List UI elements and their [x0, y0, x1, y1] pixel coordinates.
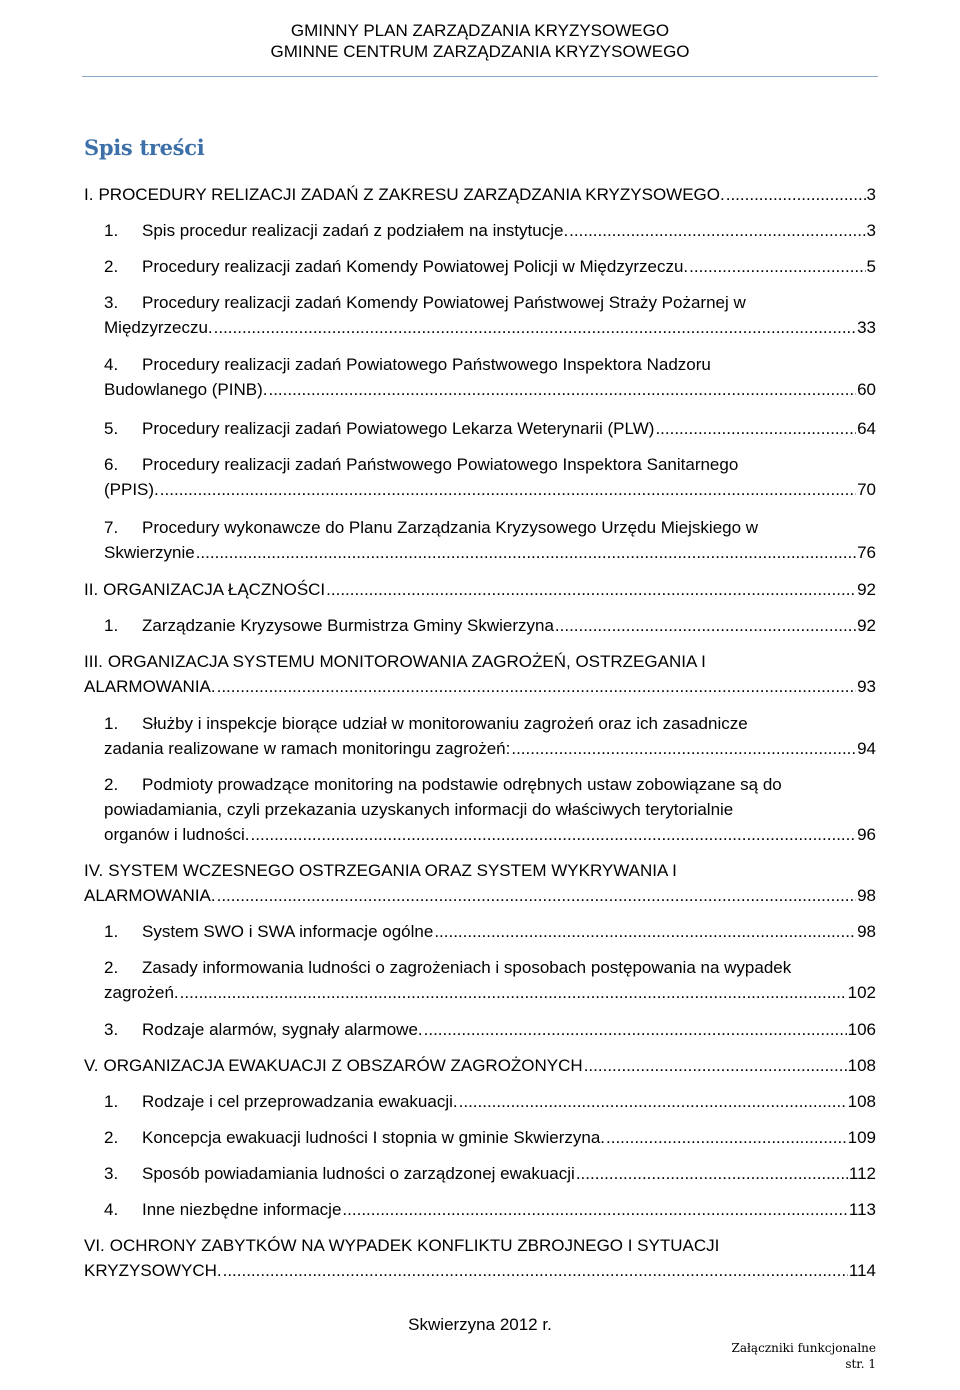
toc-page-number: 60	[857, 380, 876, 399]
toc-entry-text: Zarządzanie Kryzysowe Burmistrza Gminy Skwierzyna	[142, 616, 554, 635]
toc-page-number: 113	[848, 1200, 876, 1219]
toc-leader-dots	[251, 822, 857, 847]
toc-entry[interactable]	[84, 1089, 876, 1114]
toc-leader-dots	[434, 919, 856, 944]
footer-section-label: Załączniki funkcjonalne	[731, 1341, 876, 1355]
header-title-line1: GMINNY PLAN ZARZĄDZANIA KRYZYSOWEGO	[290, 21, 670, 40]
toc-page-number: 92	[857, 616, 876, 635]
toc-entry-number: V.	[84, 1056, 99, 1075]
toc-entry-text: Procedury realizacji zadań Komendy Powiatowej Państwowej Straży Pożarnej w	[142, 293, 746, 312]
toc-leader-dots	[576, 1161, 848, 1186]
toc-entry-text: ORGANIZACJA EWAKUACJI Z OBSZARÓW ZAGROŻONYCH	[103, 1056, 583, 1075]
toc-entry-number: 3.	[104, 1020, 119, 1039]
toc-leader-dots	[606, 1125, 847, 1150]
toc-entry-text: Inne niezbędne informacje	[142, 1200, 342, 1219]
toc-entry-number: 4.	[104, 355, 119, 374]
toc-page-number: 102	[847, 983, 876, 1002]
toc-entry-text: Procedury realizacji zadań Komendy Powiatowej Policji w Międzyrzeczu.	[142, 257, 689, 276]
toc-entry[interactable]	[84, 416, 876, 441]
toc-entry-text: Sposób powiadamiania ludności o zarządzonej ewakuacji	[142, 1164, 575, 1183]
toc-entry[interactable]	[84, 1233, 876, 1283]
toc-leader-dots	[569, 218, 865, 243]
toc-leader-dots	[459, 1089, 847, 1114]
toc-entry-number: 3.	[104, 293, 119, 312]
toc-entry[interactable]	[84, 711, 876, 761]
toc-page-number: 114	[848, 1261, 876, 1280]
toc-page-number: 64	[857, 419, 876, 438]
toc-entry-text: KRYZYSOWYCH.	[84, 1261, 222, 1280]
toc-entry-number: IV.	[84, 861, 104, 880]
toc-entry[interactable]	[84, 254, 876, 279]
toc-entry-number: 1.	[104, 616, 119, 635]
toc-page-number: 98	[857, 886, 876, 905]
toc-entry-text: Zasady informowania ludności o zagrożeniach i sposobach postępowania na wypadek	[142, 958, 792, 977]
toc-page-number: 3	[866, 221, 876, 240]
toc-entry-number: 1.	[104, 1092, 119, 1111]
toc-entry-text: System SWO i SWA informacje ogólne	[142, 922, 434, 941]
toc-entry-text: Procedury realizacji zadań Powiatowego Państwowego Inspektora Nadzoru	[142, 355, 711, 374]
toc-entry-text: ORGANIZACJA ŁĄCZNOŚCI	[103, 580, 326, 599]
toc-entry-text: ALARMOWANIA.	[84, 677, 216, 696]
toc-entry-text: Międzyrzeczu.	[104, 318, 213, 337]
toc-entry[interactable]	[84, 1053, 876, 1078]
toc-entry-number: 1.	[104, 714, 119, 733]
toc-entry-number: 3.	[104, 1164, 119, 1183]
toc-page-number: 108	[847, 1092, 876, 1111]
toc-leader-dots	[160, 477, 856, 502]
toc-entry-number: 2.	[104, 958, 119, 977]
toc-page-number: 5	[866, 257, 876, 276]
toc-entry[interactable]	[84, 772, 876, 847]
toc-entry-number: 7.	[104, 518, 119, 537]
toc-entry[interactable]	[84, 649, 876, 699]
toc-leader-dots	[217, 674, 856, 699]
toc-heading: Spis treści	[84, 135, 205, 160]
toc-leader-dots	[584, 1053, 847, 1078]
footer-page-info	[732, 1340, 876, 1372]
toc-page-number: 33	[857, 318, 876, 337]
toc-entry-text: ALARMOWANIA.	[84, 886, 216, 905]
toc-leader-dots	[180, 980, 847, 1005]
toc-entry-text: organów i ludności.	[104, 825, 250, 844]
toc-entry[interactable]	[84, 452, 876, 502]
toc-entry-text: SYSTEM WCZESNEGO OSTRZEGANIA ORAZ SYSTEM WYKRYWANIA I	[108, 861, 677, 880]
toc-entry-number: 5.	[104, 419, 119, 438]
toc-entry-number: 4.	[104, 1200, 119, 1219]
toc-entry-text: Budowlanego (PINB).	[104, 380, 268, 399]
toc-entry[interactable]	[84, 352, 876, 402]
toc-page-number: 98	[857, 922, 876, 941]
toc-page-number: 108	[847, 1056, 876, 1075]
toc-entry-text: Podmioty prowadzące monitoring na podstawie odrębnych ustaw zobowiązane są do	[142, 775, 782, 794]
toc-page-number: 76	[857, 543, 876, 562]
toc-entry[interactable]	[84, 955, 876, 1005]
toc-entry[interactable]	[84, 182, 876, 207]
toc-entry-number: II.	[84, 580, 99, 599]
toc-entry[interactable]	[84, 290, 876, 340]
header-divider	[82, 76, 878, 77]
toc-entry-text: Rodzaje alarmów, sygnały alarmowe.	[142, 1020, 423, 1039]
toc-entry-text: Procedury wykonawcze do Planu Zarządzania Kryzysowego Urzędu Miejskiego w	[142, 518, 759, 537]
toc-entry-text: Skwierzynie	[104, 543, 195, 562]
toc-entry-number: 1.	[104, 221, 119, 240]
toc-entry-number: 6.	[104, 455, 119, 474]
toc-entry-text: Procedury realizacji zadań Państwowego Powiatowego Inspektora Sanitarnego	[142, 455, 739, 474]
toc-entry-number: VI.	[84, 1236, 105, 1255]
toc-page-number: 96	[857, 825, 876, 844]
toc-entry-number: 2.	[104, 257, 119, 276]
toc-entry-number: 2.	[104, 775, 119, 794]
toc-leader-dots	[555, 613, 856, 638]
toc-leader-dots	[217, 883, 856, 908]
toc-leader-dots	[689, 254, 865, 279]
toc-entry[interactable]	[84, 218, 876, 243]
toc-entry-number: I.	[84, 185, 94, 204]
toc-entry-text: Spis procedur realizacji zadań z podziałem na instytucje.	[142, 221, 569, 240]
toc-leader-dots	[511, 736, 856, 761]
toc-leader-dots	[196, 540, 856, 565]
toc-page-number: 106	[847, 1020, 876, 1039]
toc-leader-dots	[214, 315, 856, 340]
toc-entry-number: 2.	[104, 1128, 119, 1147]
toc-entry[interactable]	[84, 515, 876, 565]
toc-page-number: 92	[857, 580, 876, 599]
toc-entry-text: powiadamiania, czyli przekazania uzyskanych informacji do właściwych terytorialnie	[104, 800, 734, 819]
toc-entry-text: zagrożeń.	[104, 983, 179, 1002]
toc-entry-text: zadania realizowane w ramach monitoringu zagrożeń:	[104, 739, 511, 758]
toc-entry-text: ORGANIZACJA SYSTEMU MONITOROWANIA ZAGROŻEŃ, OSTRZEGANIA I	[107, 652, 706, 671]
toc-entry[interactable]	[84, 1017, 876, 1042]
toc-leader-dots	[655, 416, 856, 441]
toc-page-number: 3	[866, 185, 876, 204]
toc-page-number: 109	[847, 1128, 876, 1147]
toc-page-number: 70	[857, 480, 876, 499]
toc-leader-dots	[424, 1017, 847, 1042]
toc-entry[interactable]	[84, 1125, 876, 1150]
toc-entry-text: Koncepcja ewakuacji ludności I stopnia w gminie Skwierzyna.	[142, 1128, 606, 1147]
toc-page-number: 93	[857, 677, 876, 696]
toc-page-number: 112	[848, 1164, 876, 1183]
toc-entry[interactable]	[84, 613, 876, 638]
toc-leader-dots	[342, 1197, 847, 1222]
footer-place-year: Skwierzyna 2012 r.	[408, 1315, 552, 1334]
toc-entry-text: OCHRONY ZABYTKÓW NA WYPADEK KONFLIKTU ZBROJNEGO I SYTUACJI	[109, 1236, 720, 1255]
toc-entry-number: 1.	[104, 922, 119, 941]
toc-leader-dots	[726, 182, 866, 207]
toc-entry-text: PROCEDURY RELIZACJI ZADAŃ Z ZAKRESU ZARZĄDZANIA KRYZYSOWEGO.	[98, 185, 725, 204]
footer-page-number: str. 1	[845, 1357, 876, 1371]
toc-leader-dots	[223, 1258, 848, 1283]
toc-leader-dots	[268, 377, 856, 402]
toc-entry[interactable]	[84, 1161, 876, 1186]
toc-entry-text: Procedury realizacji zadań Powiatowego Lekarza Weterynarii (PLW)	[142, 419, 655, 438]
toc-entry-text: Rodzaje i cel przeprowadzania ewakuacji.	[142, 1092, 458, 1111]
toc-entry-number: III.	[84, 652, 103, 671]
toc-entry[interactable]	[84, 577, 876, 602]
toc-entry[interactable]	[84, 919, 876, 944]
toc-entry-text: Służby i inspekcje biorące udział w monitorowaniu zagrożeń oraz ich zasadnicze	[142, 714, 748, 733]
toc-leader-dots	[326, 577, 856, 602]
toc-entry-text: (PPIS).	[104, 480, 159, 499]
toc-entry[interactable]	[84, 858, 876, 908]
document-header	[82, 20, 878, 62]
toc-entry[interactable]	[84, 1197, 876, 1222]
toc-page-number: 94	[857, 739, 876, 758]
header-title-line2: GMINNE CENTRUM ZARZĄDZANIA KRYZYSOWEGO	[270, 42, 690, 61]
